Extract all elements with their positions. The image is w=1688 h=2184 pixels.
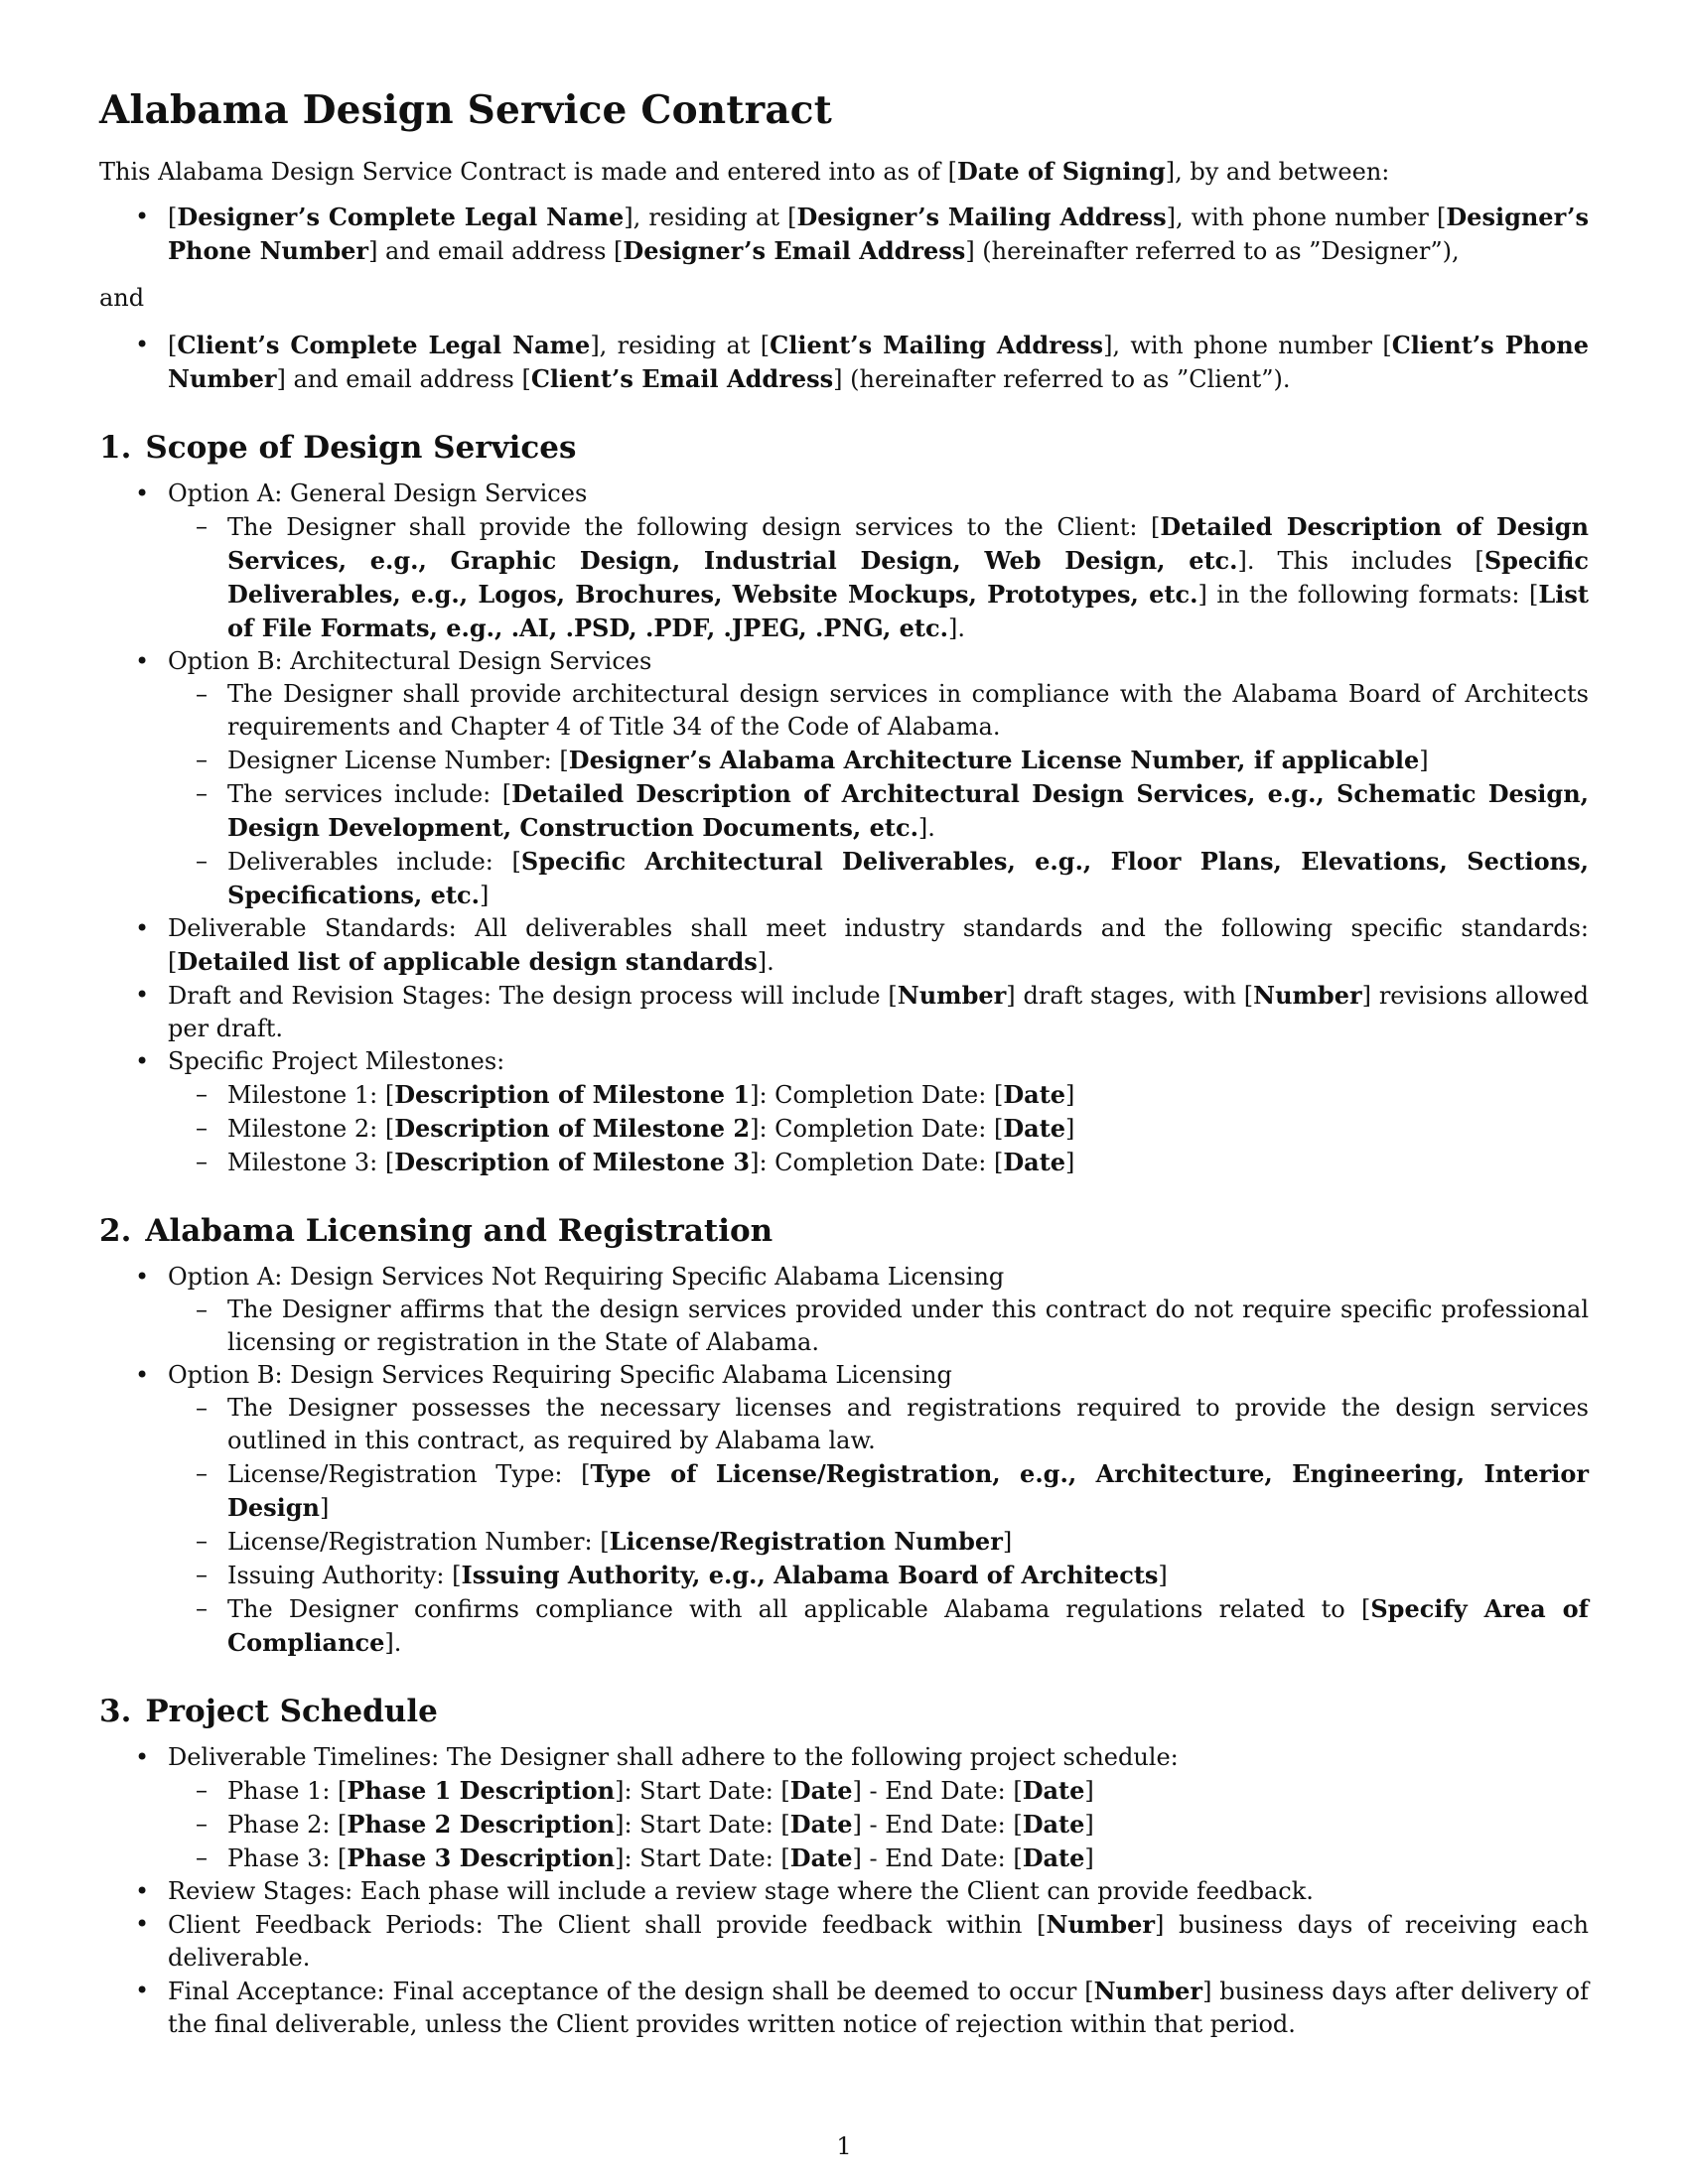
- s1-option-b: • Option B: Architectural Design Services – The Designer shall provide architectural design services in compliance with the Alabama Board of Architects requirements and Chapter 4 of Title 34 of the Code of Alabama. – Designer License Number: [Designer’s Alabama Architecture License Number, if applicable] – The services include: [Detailed Description of Architectural Design Services, e.g., Schematic Design, Design Development, Construction Documents, etc.]. – Deliverables include: [Specific Architectural Deliverables, e.g., Floor Plans, Elevations, Sections, Specifications, etc.]: [99, 645, 1589, 912]
- s1-option-a-item: – The Designer shall provide the following design services to the Client: [Detailed Description of Design Services, e.g., Graphic Design, Industrial Design, Web Design, etc.]. This includes [Specific Deliverables, e.g., Logos, Brochures, Website Mockups, Prototypes, etc.] in the following formats: [List of File Formats, e.g., .AI, .PSD, .PDF, .JPEG, .PNG, etc.].: [168, 510, 1589, 645]
- document-page: [99, 87, 1589, 2041]
- party-list-client: [99, 329, 1589, 396]
- section-3-heading: 3. Project Schedule: [99, 1694, 438, 1729]
- s1-option-b-item: – Deliverables include: [Specific Architectural Deliverables, e.g., Floor Plans, Elevations, Sections, Specifications, etc.]: [168, 845, 1589, 912]
- and-text: and: [99, 284, 145, 312]
- s2-option-b: • Option B: Design Services Requiring Specific Alabama Licensing – The Designer possesses the necessary licenses and registrations required to provide the design services outlined in this contract, as required by Alabama law. – License/Registration Type: [Type of License/Registration, e.g., Architecture, Engineering, Interior Design] – License/Registration Number: [License/Registration Number] – Issuing Authority: [Issuing Authority, e.g., Alabama Board of Architects] – The Designer confirms compliance with all applicable Alabama regulations related to [Specify Area of Compliance].: [99, 1359, 1589, 1660]
- s1-option-a: • Option A: General Design Services – The Designer shall provide the following design services to the Client: [Detailed Description of Design Services, e.g., Graphic Design, Industrial Design, Web Design, etc.]. This includes [Specific Deliverables, e.g., Logos, Brochures, Website Mockups, Prototypes, etc.] in the following formats: [List of File Formats, e.g., .AI, .PSD, .PDF, .JPEG, .PNG, etc.].: [99, 478, 1589, 645]
- s2-option-b-item: – License/Registration Type: [Type of License/Registration, e.g., Architecture, Engineering, Interior Design]: [168, 1457, 1589, 1525]
- document-title: Alabama Design Service Contract: [99, 87, 832, 133]
- client-party: • [Client’s Complete Legal Name], residing at [Client’s Mailing Address], with phone number [Client’s Phone Number] and email address [Client’s Email Address] (hereinafter referred to as ”Client”).: [99, 329, 1589, 396]
- phase-item: – Phase 1: [Phase 1 Description]: Start Date: [Date] - End Date: [Date]: [168, 1774, 1589, 1808]
- page-number: 1: [836, 2132, 852, 2160]
- section-3-list: [99, 1741, 1589, 2041]
- s1-option-b-item: – The Designer shall provide architectural design services in compliance with the Alabama Board of Architects requirements and Chapter 4 of Title 34 of the Code of Alabama.: [168, 678, 1589, 744]
- intro-paragraph: This Alabama Design Service Contract is made and entered into as of [Date of Signing], by and between:: [99, 157, 1390, 186]
- designer-party: • [Designer’s Complete Legal Name], residing at [Designer’s Mailing Address], with phone number [Designer’s Phone Number] and email address [Designer’s Email Address] (hereinafter referred to as ”Designer”),: [99, 201, 1589, 268]
- phase-item: – Phase 3: [Phase 3 Description]: Start Date: [Date] - End Date: [Date]: [168, 1842, 1589, 1875]
- s2-option-b-item: – License/Registration Number: [License/Registration Number]: [168, 1525, 1589, 1559]
- s2-option-b-item: – The Designer confirms compliance with all applicable Alabama regulations related to [Specify Area of Compliance].: [168, 1592, 1589, 1660]
- s1-milestones: • Specific Project Milestones: – Milestone 1: [Description of Milestone 1]: Completion Date: [Date] – Milestone 2: [Description of Milestone 2]: Completion Date: [Date] – Milestone 3: [Description of Milestone 3]: Completion Date: [Date]: [99, 1045, 1589, 1179]
- section-2-list: [99, 1261, 1589, 1660]
- s3-timelines: • Deliverable Timelines: The Designer shall adhere to the following project schedule: – Phase 1: [Phase 1 Description]: Start Date: [Date] - End Date: [Date] – Phase 2: [Phase 2 Description]: Start Date: [Date] - End Date: [Date] – Phase 3: [Phase 3 Description]: Start Date: [Date] - End Date: [Date]: [99, 1741, 1589, 1875]
- s2-option-a-item: – The Designer affirms that the design services provided under this contract do not require specific professional licensing or registration in the State of Alabama.: [168, 1294, 1589, 1359]
- milestone-item: – Milestone 1: [Description of Milestone 1]: Completion Date: [Date]: [168, 1078, 1589, 1112]
- s3-final-acceptance: • Final Acceptance: Final acceptance of the design shall be deemed to occur [Number] business days after delivery of the final deliverable, unless the Client provides written notice of rejection within that period.: [99, 1975, 1589, 2041]
- s2-option-a: • Option A: Design Services Not Requiring Specific Alabama Licensing – The Designer affirms that the design services provided under this contract do not require specific professional licensing or registration in the State of Alabama.: [99, 1261, 1589, 1359]
- s1-deliverable-standards: • Deliverable Standards: All deliverables shall meet industry standards and the following specific standards: [Detailed list of applicable design standards].: [99, 912, 1589, 979]
- party-list-designer: [99, 201, 1589, 268]
- milestone-item: – Milestone 3: [Description of Milestone 3]: Completion Date: [Date]: [168, 1146, 1589, 1179]
- section-1-heading: 1. Scope of Design Services: [99, 430, 577, 466]
- s1-draft-revision: • Draft and Revision Stages: The design process will include [Number] draft stages, with [Number] revisions allowed per draft.: [99, 979, 1589, 1045]
- s1-option-b-item: – The services include: [Detailed Description of Architectural Design Services, e.g., Schematic Design, Design Development, Construction Documents, etc.].: [168, 777, 1589, 845]
- section-2-heading: 2. Alabama Licensing and Registration: [99, 1213, 774, 1249]
- s3-client-feedback: • Client Feedback Periods: The Client shall provide feedback within [Number] business days of receiving each deliverable.: [99, 1908, 1589, 1975]
- section-1-list: [99, 478, 1589, 1179]
- s2-option-b-item: – The Designer possesses the necessary licenses and registrations required to provide the design services outlined in this contract, as required by Alabama law.: [168, 1392, 1589, 1457]
- phase-item: – Phase 2: [Phase 2 Description]: Start Date: [Date] - End Date: [Date]: [168, 1808, 1589, 1842]
- s1-option-b-item: – Designer License Number: [Designer’s Alabama Architecture License Number, if applicable]: [168, 744, 1589, 777]
- s2-option-b-item: – Issuing Authority: [Issuing Authority, e.g., Alabama Board of Architects]: [168, 1559, 1589, 1592]
- s3-review-stages: • Review Stages: Each phase will include a review stage where the Client can provide feedback.: [99, 1875, 1589, 1908]
- milestone-item: – Milestone 2: [Description of Milestone 2]: Completion Date: [Date]: [168, 1112, 1589, 1146]
